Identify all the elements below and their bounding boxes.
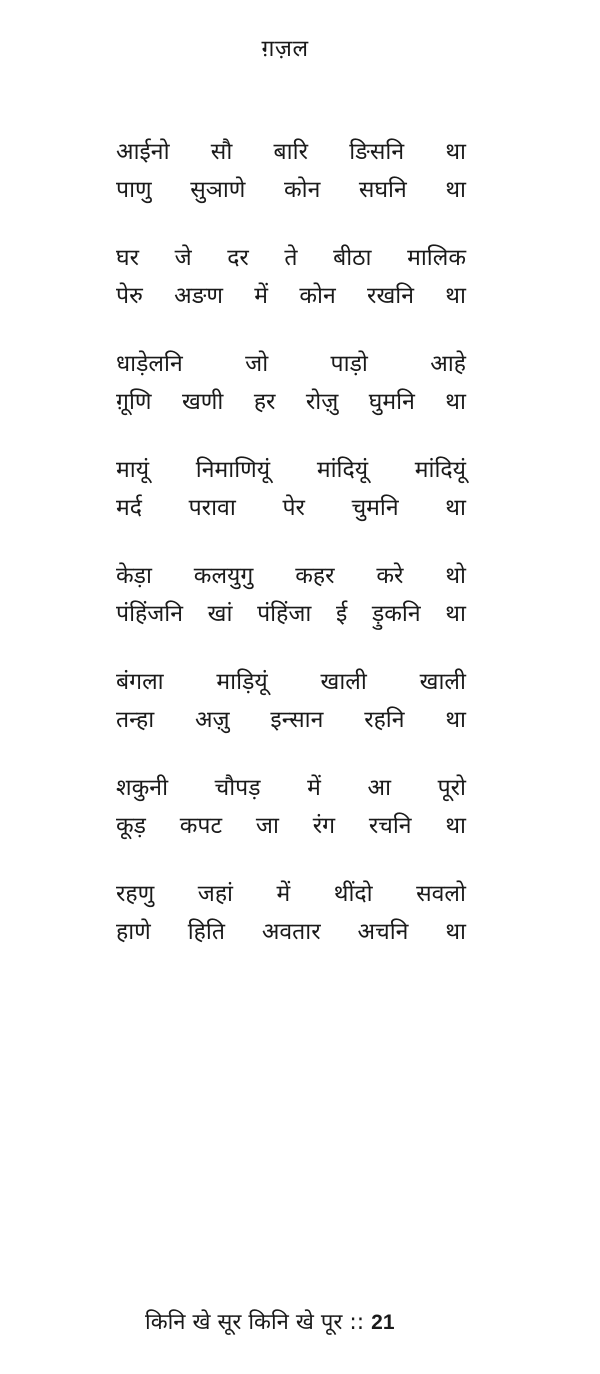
verse-word: बीठा <box>333 245 372 271</box>
stanza <box>116 452 466 558</box>
verse-line <box>116 808 466 846</box>
verse-word: रंग <box>312 813 336 839</box>
verse-word: अङण <box>174 283 223 309</box>
verse-line <box>116 278 466 316</box>
verse-word: सौ <box>210 139 233 165</box>
verse-word: कलयुगु <box>193 563 254 589</box>
verse-word: अचनि <box>357 919 409 945</box>
verse-word: कपट <box>179 813 223 839</box>
verse-word: सुञाणे <box>190 177 246 203</box>
verse-word: मायूं <box>116 457 150 483</box>
verse-word: हाणे <box>116 919 151 945</box>
verse-line <box>116 240 466 278</box>
verse-word: था <box>445 389 466 415</box>
verse-word: हर <box>253 389 276 415</box>
verse-line <box>116 876 466 914</box>
verse-word: निमाणियूं <box>195 457 271 483</box>
verse-word: थो <box>445 563 466 589</box>
verse-word: कहर <box>295 563 335 589</box>
verse-word: ङिसनि <box>349 139 405 165</box>
verse-word: कोन <box>283 177 321 203</box>
verse-word: दर <box>227 245 249 271</box>
verse-word: रोज़ु <box>305 389 339 415</box>
verse-word: था <box>445 139 466 165</box>
verse-word: खाली <box>320 669 367 695</box>
verse-line <box>116 134 466 172</box>
verse-word: था <box>445 601 466 627</box>
verse-word: सघनि <box>358 177 407 203</box>
verse-word: जा <box>255 813 279 839</box>
verse-word: था <box>445 177 466 203</box>
verse-word: खां <box>207 601 233 627</box>
verse-word: पेरु <box>116 283 143 309</box>
stanza <box>116 770 466 876</box>
verse-word: रखनि <box>367 283 414 309</box>
verse-line <box>116 702 466 740</box>
stanza <box>116 346 466 452</box>
footer-separator: :: <box>349 1310 365 1335</box>
verse-word: था <box>445 813 466 839</box>
verse-word: घर <box>116 245 139 271</box>
page-number: 21 <box>371 1311 395 1334</box>
verse-word: था <box>445 919 466 945</box>
verse-word: करे <box>376 563 404 589</box>
verse-word: था <box>445 707 466 733</box>
verse-line <box>116 664 466 702</box>
verse-word: ते <box>284 245 298 271</box>
stanza <box>116 664 466 770</box>
verse-word: चौपड़ <box>214 775 261 801</box>
verse-word: मर्द <box>116 495 142 521</box>
verse-word: थींदो <box>333 881 373 907</box>
stanza <box>116 134 466 240</box>
verse-word: पाणु <box>116 177 152 203</box>
verse-word: रचनि <box>368 813 412 839</box>
ghazal-body <box>116 134 466 982</box>
verse-line <box>116 490 466 528</box>
verse-word: घुमनि <box>368 389 415 415</box>
verse-word: तन्हा <box>116 707 155 733</box>
verse-word: पूरो <box>437 775 466 801</box>
verse-word: जहां <box>197 881 233 907</box>
verse-word: जो <box>245 351 269 377</box>
verse-word: परावा <box>188 495 236 521</box>
verse-word: पेर <box>282 495 305 521</box>
verse-word: आहे <box>430 351 466 377</box>
verse-word: खाली <box>419 669 466 695</box>
verse-word: पाड़ो <box>330 351 368 377</box>
stanza <box>116 876 466 982</box>
verse-word: कोन <box>299 283 336 309</box>
verse-word: खणी <box>181 389 224 415</box>
verse-word: इन्सान <box>270 707 324 733</box>
verse-word: धाड़ेलनि <box>116 351 183 377</box>
verse-word: था <box>445 495 466 521</box>
verse-word: शकुनी <box>116 775 169 801</box>
verse-line <box>116 172 466 210</box>
verse-word: में <box>307 775 321 801</box>
verse-line <box>116 384 466 422</box>
verse-line <box>116 346 466 384</box>
verse-line <box>116 770 466 808</box>
verse-word: सवलो <box>416 881 466 907</box>
verse-word: आ <box>367 775 391 801</box>
verse-word: हिति <box>187 919 225 945</box>
stanza <box>116 558 466 664</box>
verse-word: रहणु <box>116 881 155 907</box>
verse-line <box>116 596 466 634</box>
verse-word: पंहिंजनि <box>116 601 184 627</box>
verse-line <box>116 452 466 490</box>
verse-word: केड़ा <box>116 563 152 589</box>
verse-word: में <box>254 283 269 309</box>
verse-line <box>116 914 466 952</box>
verse-word: जे <box>174 245 192 271</box>
verse-word: मांदियूं <box>414 457 466 483</box>
book-title: किनि खे सूर किनि खे पूर <box>145 1310 343 1335</box>
verse-word: अज़ु <box>194 707 230 733</box>
verse-word: चुमनि <box>351 495 399 521</box>
verse-word: ड़ुकनि <box>371 601 421 627</box>
verse-word: आईनो <box>116 139 170 165</box>
verse-word: मांदियूं <box>316 457 369 483</box>
verse-word: था <box>445 283 466 309</box>
verse-word: में <box>276 881 291 907</box>
verse-word: पंहिंजा <box>257 601 312 627</box>
verse-word: बारि <box>273 139 308 165</box>
verse-word: कूड़ <box>116 813 146 839</box>
verse-word: मालिक <box>407 245 466 271</box>
verse-word: अवतार <box>261 919 321 945</box>
verse-line <box>116 558 466 596</box>
page-footer <box>145 1308 395 1338</box>
page-title: ग़ज़ल <box>261 36 309 62</box>
verse-word: ग़ूणि <box>116 389 152 415</box>
verse-word: बंगला <box>116 669 164 695</box>
stanza <box>116 240 466 346</box>
verse-word: रहनि <box>364 707 405 733</box>
verse-word: माड़ियूं <box>216 669 268 695</box>
verse-word: ई <box>336 601 348 627</box>
